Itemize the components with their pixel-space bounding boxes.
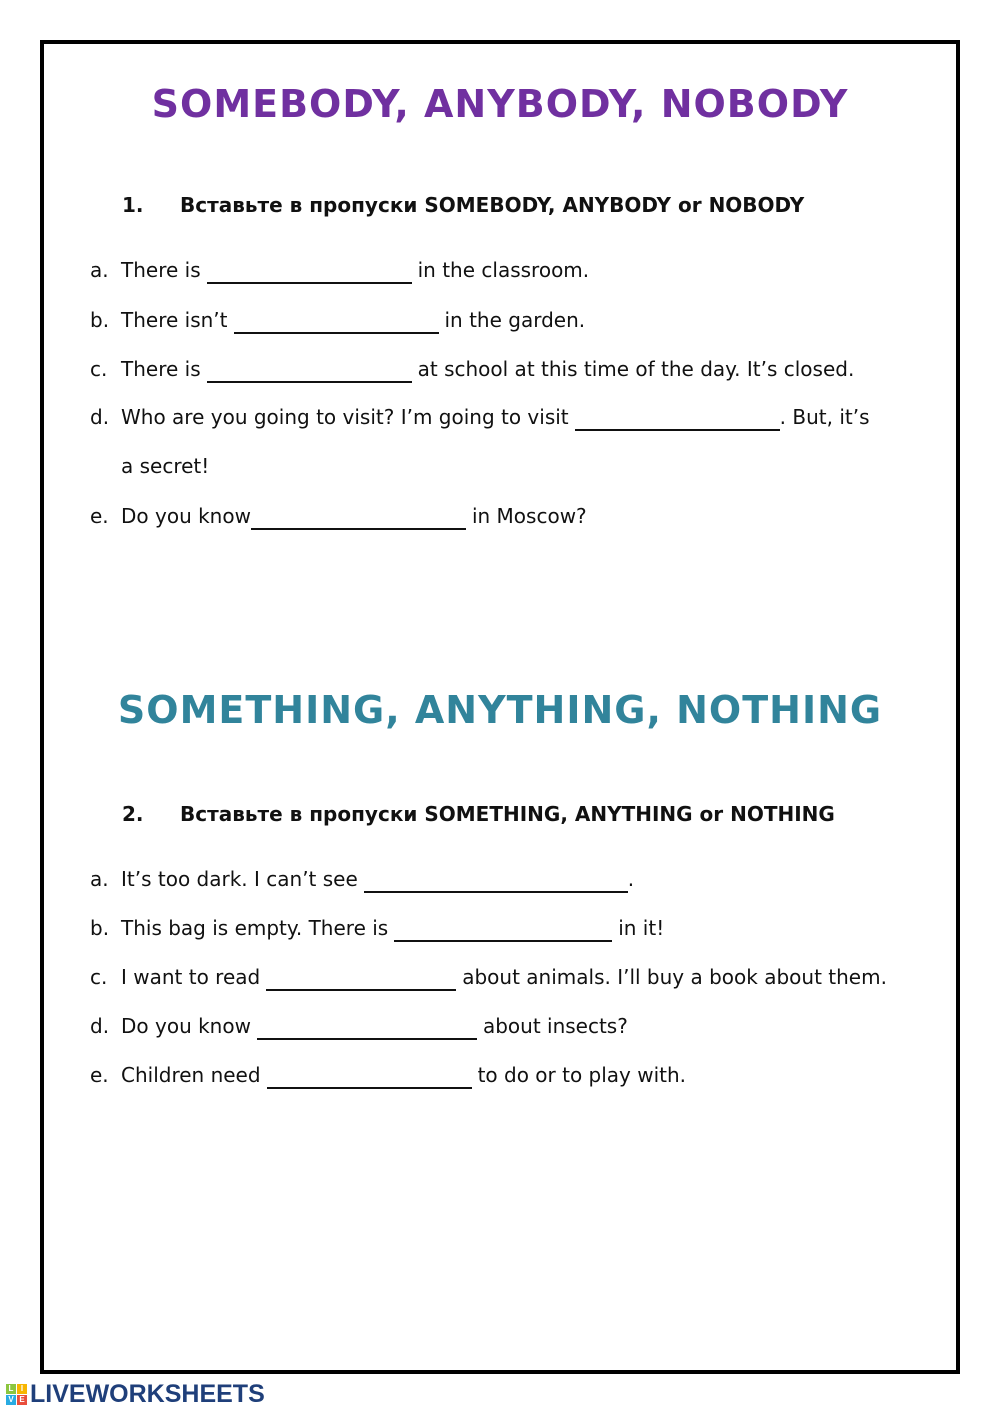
exercise-item (90, 357, 854, 383)
logo-icon (6, 1384, 27, 1405)
answer-blank[interactable] (234, 312, 439, 334)
answer-blank[interactable] (266, 969, 456, 991)
item-text: Do you know (121, 1014, 251, 1038)
item-text: Children need (121, 1063, 261, 1087)
item-text: . (627, 867, 635, 891)
section1-instruction (122, 193, 804, 217)
liveworksheets-logo[interactable] (6, 1380, 265, 1409)
item-text: It’s too dark. I can’t see (121, 867, 358, 891)
answer-blank[interactable] (257, 1018, 477, 1040)
instruction-text: Вставьте в пропуски SOMETHING, ANYTHING or NOTHING (180, 802, 835, 826)
item-label: e. (90, 504, 109, 528)
item-text: This bag is empty. There is (121, 916, 389, 940)
item-text: in the classroom. (417, 258, 590, 282)
answer-blank[interactable] (364, 871, 628, 893)
item-label: a. (90, 867, 109, 891)
item-text: There isn’t (121, 308, 228, 332)
item-label: d. (90, 405, 110, 429)
exercise-item (90, 867, 634, 893)
item-text: Do you know (121, 504, 251, 528)
logo-letter: E (17, 1395, 27, 1405)
item-label: b. (90, 308, 110, 332)
item-text: about animals. I’ll buy a book about them. (462, 965, 887, 989)
exercise-item (90, 965, 887, 991)
exercise-item (90, 405, 870, 431)
item-label: e. (90, 1063, 109, 1087)
item-text: Who are you going to visit? I’m going to visit (121, 405, 569, 429)
answer-blank[interactable] (267, 1067, 472, 1089)
answer-blank[interactable] (207, 361, 412, 383)
instruction-text: Вставьте в пропуски SOMEBODY, ANYBODY or NOBODY (180, 193, 805, 217)
exercise-item (90, 1063, 686, 1089)
exercise-item (90, 916, 664, 942)
item-label: d. (90, 1014, 110, 1038)
logo-letter: L (6, 1384, 16, 1394)
item-label: b. (90, 916, 110, 940)
answer-blank[interactable] (251, 508, 466, 530)
section2-title: SOMETHING, ANYTHING, NOTHING (117, 688, 883, 732)
logo-text: LIVEWORKSHEETS (30, 1380, 265, 1408)
answer-blank[interactable] (207, 262, 412, 284)
item-text: to do or to play with. (477, 1063, 687, 1087)
item-text: in it! (618, 916, 665, 940)
section1-title: SOMEBODY, ANYBODY, NOBODY (151, 82, 849, 126)
answer-blank[interactable] (394, 920, 612, 942)
exercise-item (90, 1014, 628, 1040)
item-text: at school at this time of the day. It’s closed. (417, 357, 855, 381)
exercise-item (90, 258, 589, 284)
item-text: There is (121, 357, 201, 381)
item-text: There is (121, 258, 201, 282)
logo-letter: I (17, 1384, 27, 1394)
instruction-number: 1. (122, 193, 144, 217)
item-text: about insects? (482, 1014, 628, 1038)
item-text: I want to read (121, 965, 261, 989)
exercise-item (90, 308, 585, 334)
item-text: in the garden. (444, 308, 586, 332)
logo-letter: V (6, 1395, 16, 1405)
item-continuation: a secret! (121, 454, 210, 478)
exercise-item (90, 504, 587, 530)
item-text: in Moscow? (471, 504, 587, 528)
instruction-number: 2. (122, 802, 144, 826)
item-label: a. (90, 258, 109, 282)
item-label: c. (90, 357, 108, 381)
section2-instruction (122, 802, 835, 826)
item-label: c. (90, 965, 108, 989)
answer-blank[interactable] (575, 409, 780, 431)
item-text: . But, it’s (779, 405, 870, 429)
